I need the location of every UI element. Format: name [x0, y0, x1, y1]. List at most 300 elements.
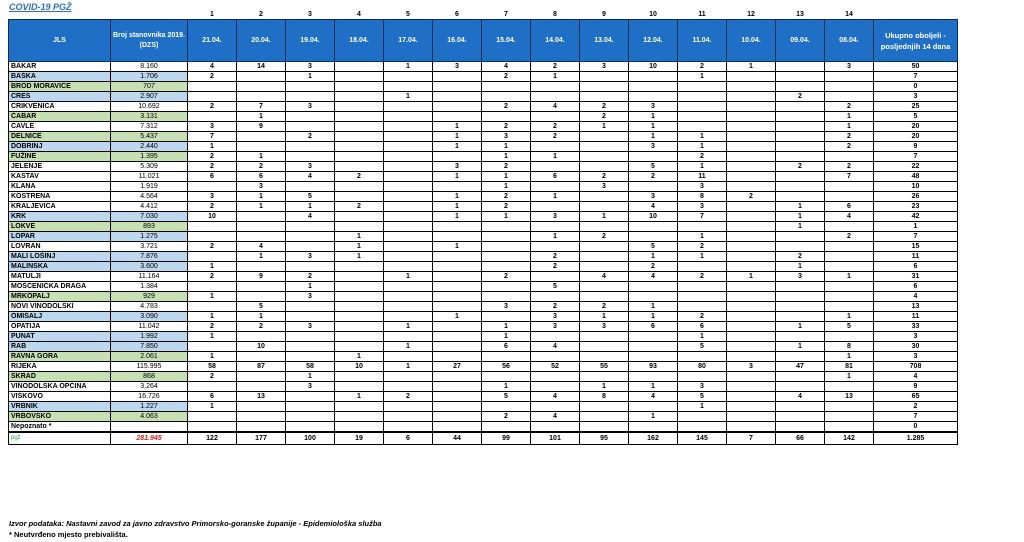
case-count-cell: 1	[776, 342, 825, 352]
row-total-cell: 30	[874, 342, 958, 352]
header-date: 21.04.	[188, 20, 237, 62]
case-count-cell	[237, 142, 286, 152]
case-count-cell: 5	[237, 302, 286, 312]
case-count-cell: 1	[482, 152, 531, 162]
case-count-cell: 1	[629, 252, 678, 262]
table-row	[9, 402, 958, 412]
header-date: 17.04.	[384, 20, 433, 62]
case-count-cell: 6	[237, 172, 286, 182]
case-count-cell: 3	[727, 362, 776, 372]
case-count-cell	[482, 422, 531, 433]
case-count-cell: 1	[531, 72, 580, 82]
case-count-cell: 1	[825, 122, 874, 132]
case-count-cell	[629, 182, 678, 192]
case-count-cell	[776, 242, 825, 252]
case-count-cell	[384, 212, 433, 222]
case-count-cell: 2	[531, 302, 580, 312]
population-cell: 707	[111, 82, 188, 92]
header-date: 11.04.	[678, 20, 727, 62]
case-count-cell	[384, 352, 433, 362]
case-count-cell	[433, 82, 482, 92]
case-count-cell: 10	[629, 212, 678, 222]
case-count-cell: 6	[188, 392, 237, 402]
case-count-cell	[825, 402, 874, 412]
population-cell: 929	[111, 292, 188, 302]
case-count-cell: 2	[482, 102, 531, 112]
case-count-cell: 3	[825, 62, 874, 72]
municipality-name: CRIKVENICA	[9, 102, 111, 112]
case-count-cell: 2	[482, 202, 531, 212]
case-count-cell: 1	[188, 332, 237, 342]
municipality-name: KLANA	[9, 182, 111, 192]
case-count-cell	[237, 422, 286, 433]
case-count-cell	[580, 192, 629, 202]
case-count-cell	[531, 222, 580, 232]
case-count-cell	[776, 172, 825, 182]
case-count-cell: 9	[237, 122, 286, 132]
case-count-cell	[776, 422, 825, 433]
case-count-cell	[580, 142, 629, 152]
case-count-cell: 2	[188, 372, 237, 382]
table-row	[9, 382, 958, 392]
case-count-cell	[433, 392, 482, 402]
case-count-cell: 2	[188, 102, 237, 112]
case-count-cell: 2	[776, 162, 825, 172]
column-number: 8	[553, 11, 557, 18]
case-count-cell	[531, 112, 580, 122]
case-count-cell	[482, 282, 531, 292]
row-total-cell: 5	[874, 112, 958, 122]
case-count-cell: 2	[188, 152, 237, 162]
case-count-cell	[482, 292, 531, 302]
case-count-cell	[531, 202, 580, 212]
row-total-cell: 20	[874, 122, 958, 132]
population-cell: 1.706	[111, 72, 188, 82]
case-count-cell	[531, 272, 580, 282]
case-count-cell: 3	[286, 162, 335, 172]
case-count-cell: 2	[482, 162, 531, 172]
case-count-cell: 10	[335, 362, 384, 372]
case-count-cell: 1	[384, 92, 433, 102]
case-count-cell	[335, 132, 384, 142]
case-count-cell	[335, 192, 384, 202]
column-number: 4	[357, 11, 361, 18]
case-count-cell: 3	[531, 322, 580, 332]
case-count-cell	[433, 302, 482, 312]
case-count-cell: 1	[384, 322, 433, 332]
population-cell: 5.437	[111, 132, 188, 142]
case-count-cell	[776, 192, 825, 202]
case-count-cell	[678, 292, 727, 302]
case-count-cell: 1	[629, 312, 678, 322]
case-count-cell	[580, 162, 629, 172]
totals-day-cell: 44	[433, 432, 482, 445]
case-count-cell: 2	[776, 252, 825, 262]
case-count-cell	[629, 292, 678, 302]
case-count-cell: 2	[629, 262, 678, 272]
case-count-cell	[531, 292, 580, 302]
totals-day-cell: 99	[482, 432, 531, 445]
case-count-cell: 1	[286, 202, 335, 212]
column-number: 12	[747, 11, 755, 18]
case-count-cell: 1	[629, 122, 678, 132]
case-count-cell	[286, 92, 335, 102]
case-count-cell: 1	[678, 402, 727, 412]
case-count-cell: 2	[188, 162, 237, 172]
case-count-cell	[776, 282, 825, 292]
case-count-cell	[531, 92, 580, 102]
population-cell: 7.850	[111, 342, 188, 352]
row-total-cell: 1	[874, 222, 958, 232]
column-number: 1	[210, 11, 214, 18]
case-count-cell	[727, 322, 776, 332]
case-count-cell: 1	[776, 202, 825, 212]
case-count-cell	[384, 282, 433, 292]
case-count-cell	[825, 382, 874, 392]
case-count-cell	[629, 72, 678, 82]
case-count-cell	[286, 352, 335, 362]
case-count-cell	[237, 332, 286, 342]
case-count-cell	[580, 342, 629, 352]
table-row	[9, 292, 958, 302]
population-cell: 1.992	[111, 332, 188, 342]
table-row	[9, 342, 958, 352]
case-count-cell: 2	[825, 142, 874, 152]
case-count-cell	[776, 122, 825, 132]
case-count-cell	[286, 242, 335, 252]
spacer-cell	[111, 10, 188, 20]
case-count-cell: 1	[188, 312, 237, 322]
case-count-cell	[531, 352, 580, 362]
case-count-cell	[580, 402, 629, 412]
case-count-cell: 2	[580, 232, 629, 242]
case-count-cell	[286, 182, 335, 192]
case-count-cell	[580, 412, 629, 422]
case-count-cell	[580, 82, 629, 92]
footnote: * Neutvrđeno mjesto prebivališta.	[9, 530, 128, 539]
spacer-cell	[874, 10, 958, 20]
table-row	[9, 302, 958, 312]
case-count-cell	[384, 402, 433, 412]
case-count-cell	[776, 352, 825, 362]
case-count-cell: 2	[678, 152, 727, 162]
case-count-cell: 1	[433, 202, 482, 212]
case-count-cell: 1	[384, 272, 433, 282]
case-count-cell: 1	[727, 272, 776, 282]
municipality-name: MRKOPALJ	[9, 292, 111, 302]
case-count-cell	[482, 82, 531, 92]
case-count-cell	[531, 142, 580, 152]
case-count-cell: 1	[825, 372, 874, 382]
case-count-cell	[286, 232, 335, 242]
table-row	[9, 62, 958, 72]
case-count-cell: 3	[433, 62, 482, 72]
case-count-cell: 1	[678, 332, 727, 342]
case-count-cell: 1	[188, 262, 237, 272]
case-count-cell	[727, 262, 776, 272]
case-count-cell: 1	[825, 272, 874, 282]
table-row	[9, 182, 958, 192]
case-count-cell	[727, 112, 776, 122]
case-count-cell: 2	[482, 192, 531, 202]
case-count-cell	[678, 102, 727, 112]
header-population: Broj stanovnika 2019. (DZS)	[111, 20, 188, 62]
table-row	[9, 102, 958, 112]
case-count-cell: 2	[531, 262, 580, 272]
case-count-cell	[825, 82, 874, 92]
case-count-cell	[776, 182, 825, 192]
case-count-cell: 4	[825, 212, 874, 222]
population-cell: 10.692	[111, 102, 188, 112]
case-count-cell	[237, 412, 286, 422]
case-count-cell: 4	[286, 212, 335, 222]
population-cell: 1.919	[111, 182, 188, 192]
case-count-cell	[384, 192, 433, 202]
case-count-cell	[335, 222, 384, 232]
case-count-cell	[727, 72, 776, 82]
case-count-cell	[776, 382, 825, 392]
case-count-cell	[335, 112, 384, 122]
case-count-cell: 1	[335, 392, 384, 402]
totals-day-cell: 177	[237, 432, 286, 445]
column-number: 2	[259, 11, 263, 18]
case-count-cell: 3	[531, 312, 580, 322]
case-count-cell: 4	[531, 412, 580, 422]
case-count-cell: 2	[580, 112, 629, 122]
case-count-cell	[580, 92, 629, 102]
case-count-cell	[335, 122, 384, 132]
row-total-cell: 50	[874, 62, 958, 72]
case-count-cell: 2	[825, 102, 874, 112]
case-count-cell	[384, 202, 433, 212]
case-count-cell: 2	[531, 122, 580, 132]
case-count-cell	[433, 232, 482, 242]
case-count-cell	[286, 402, 335, 412]
row-total-cell: 9	[874, 142, 958, 152]
case-count-cell: 7	[188, 132, 237, 142]
case-count-cell: 1	[580, 382, 629, 392]
population-cell: 3.264	[111, 382, 188, 392]
case-count-cell	[580, 252, 629, 262]
case-count-cell	[237, 92, 286, 102]
case-count-cell	[384, 292, 433, 302]
case-count-cell	[825, 182, 874, 192]
case-count-cell	[776, 142, 825, 152]
case-count-cell: 7	[237, 102, 286, 112]
population-cell: 2.440	[111, 142, 188, 152]
case-count-cell	[433, 92, 482, 102]
case-count-cell	[433, 282, 482, 292]
case-count-cell: 1	[531, 232, 580, 242]
case-count-cell	[727, 142, 776, 152]
case-count-cell: 1	[335, 242, 384, 252]
table-row	[9, 152, 958, 162]
case-count-cell	[678, 412, 727, 422]
population-cell: 7.030	[111, 212, 188, 222]
case-count-cell	[727, 352, 776, 362]
case-count-cell	[237, 262, 286, 272]
case-count-cell: 1	[531, 192, 580, 202]
case-count-cell: 3	[482, 302, 531, 312]
case-count-cell: 1	[678, 252, 727, 262]
case-count-cell: 1	[237, 192, 286, 202]
case-count-cell: 1	[188, 402, 237, 412]
case-count-cell	[286, 112, 335, 122]
case-count-cell: 4	[580, 272, 629, 282]
case-count-cell: 1	[776, 262, 825, 272]
municipality-name: KRK	[9, 212, 111, 222]
case-count-cell: 1	[433, 172, 482, 182]
case-count-cell	[286, 332, 335, 342]
case-count-cell	[825, 242, 874, 252]
case-count-cell	[727, 402, 776, 412]
table-row	[9, 162, 958, 172]
case-count-cell: 2	[531, 62, 580, 72]
case-count-cell	[580, 262, 629, 272]
case-count-cell: 2	[629, 172, 678, 182]
case-count-cell: 2	[825, 132, 874, 142]
case-count-cell: 3	[580, 322, 629, 332]
case-count-cell: 2	[335, 172, 384, 182]
row-total-cell: 22	[874, 162, 958, 172]
case-count-cell	[433, 222, 482, 232]
case-count-cell	[433, 112, 482, 122]
case-count-cell	[727, 342, 776, 352]
case-count-cell: 3	[580, 62, 629, 72]
case-count-cell	[482, 232, 531, 242]
municipality-name: BROD MORAVICE	[9, 82, 111, 92]
case-count-cell: 3	[629, 102, 678, 112]
population-cell: 11.164	[111, 272, 188, 282]
population-cell: 7.876	[111, 252, 188, 262]
case-count-cell	[727, 152, 776, 162]
case-count-cell	[384, 82, 433, 92]
case-count-cell: 2	[825, 232, 874, 242]
case-count-cell	[335, 62, 384, 72]
header-date: 09.04.	[776, 20, 825, 62]
case-count-cell: 1	[482, 332, 531, 342]
case-count-cell	[384, 162, 433, 172]
column-number: 6	[455, 11, 459, 18]
case-count-cell	[237, 212, 286, 222]
case-count-cell	[531, 82, 580, 92]
case-count-cell	[727, 222, 776, 232]
row-total-cell: 4	[874, 372, 958, 382]
row-total-cell: 7	[874, 412, 958, 422]
table-row	[9, 72, 958, 82]
case-count-cell	[335, 282, 384, 292]
row-total-cell: 48	[874, 172, 958, 182]
case-count-cell	[482, 372, 531, 382]
case-count-cell: 6	[482, 342, 531, 352]
case-count-cell: 9	[237, 272, 286, 282]
case-count-cell	[384, 242, 433, 252]
municipality-name: VRBOVSKO	[9, 412, 111, 422]
spacer-cell	[9, 10, 111, 20]
case-count-cell	[384, 132, 433, 142]
population-cell: 4.564	[111, 192, 188, 202]
case-count-cell	[776, 292, 825, 302]
case-count-cell	[433, 272, 482, 282]
case-count-cell	[825, 412, 874, 422]
row-total-cell: 7	[874, 152, 958, 162]
case-count-cell: 3	[776, 272, 825, 282]
case-count-cell	[384, 222, 433, 232]
row-total-cell: 3	[874, 332, 958, 342]
table-row	[9, 222, 958, 232]
case-count-cell: 1	[433, 212, 482, 222]
case-count-cell: 3	[286, 292, 335, 302]
case-count-cell	[286, 82, 335, 92]
case-count-cell: 1	[776, 212, 825, 222]
header-date: 12.04.	[629, 20, 678, 62]
case-count-cell: 2	[678, 242, 727, 252]
case-count-cell: 6	[629, 322, 678, 332]
table-row	[9, 172, 958, 182]
case-count-cell	[384, 112, 433, 122]
totals-population: 281.945	[111, 432, 188, 445]
case-count-cell: 3	[286, 102, 335, 112]
table-row	[9, 332, 958, 342]
municipality-name: DOBRINJ	[9, 142, 111, 152]
case-count-cell: 8	[678, 192, 727, 202]
case-count-cell: 2	[188, 322, 237, 332]
row-total-cell: 13	[874, 302, 958, 312]
case-count-cell: 1	[335, 252, 384, 262]
case-count-cell: 13	[237, 392, 286, 402]
case-count-cell: 2	[482, 412, 531, 422]
case-count-cell	[335, 332, 384, 342]
case-count-cell	[825, 302, 874, 312]
case-count-cell: 1	[433, 312, 482, 322]
case-count-cell	[433, 182, 482, 192]
totals-day-cell: 7	[727, 432, 776, 445]
row-total-cell: 7	[874, 72, 958, 82]
case-count-cell	[629, 92, 678, 102]
header-date: 08.04.	[825, 20, 874, 62]
case-count-cell	[433, 402, 482, 412]
case-count-cell	[433, 422, 482, 433]
case-count-cell	[237, 372, 286, 382]
case-count-cell	[727, 212, 776, 222]
case-count-cell: 1	[433, 192, 482, 202]
case-count-cell	[531, 182, 580, 192]
row-total-cell: 0	[874, 82, 958, 92]
case-count-cell	[286, 302, 335, 312]
table-row	[9, 232, 958, 242]
case-count-cell	[188, 92, 237, 102]
totals-day-cell: 6	[384, 432, 433, 445]
header-date: 18.04.	[335, 20, 384, 62]
population-cell: 7.312	[111, 122, 188, 132]
municipality-name: KRALJEVICA	[9, 202, 111, 212]
case-count-cell: 5	[825, 322, 874, 332]
municipality-name: MOŠĆENIČKA DRAGA	[9, 282, 111, 292]
case-count-cell: 3	[678, 182, 727, 192]
case-count-cell	[286, 312, 335, 322]
case-count-cell	[482, 312, 531, 322]
municipality-name: LOVRAN	[9, 242, 111, 252]
case-count-cell	[776, 102, 825, 112]
column-number-row	[9, 10, 958, 20]
table-row	[9, 392, 958, 402]
table-row	[9, 202, 958, 212]
case-count-cell: 3	[286, 322, 335, 332]
case-count-cell: 2	[237, 162, 286, 172]
municipality-name: RAVNA GORA	[9, 352, 111, 362]
case-count-cell	[629, 342, 678, 352]
case-count-cell: 1	[776, 222, 825, 232]
